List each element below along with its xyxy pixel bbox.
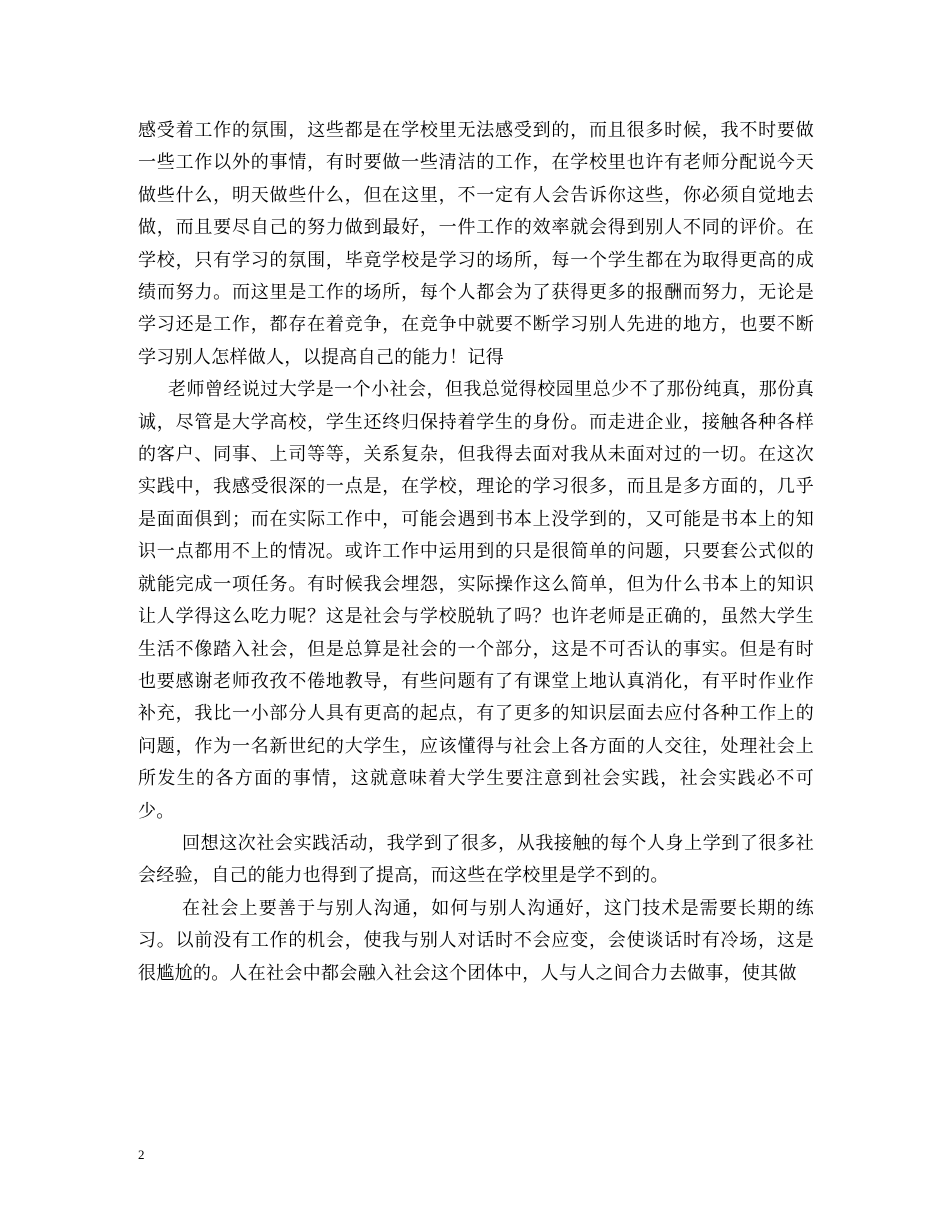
paragraph-4: 在社会上要善于与别人沟通，如何与别人沟通好，这门技术是需要长期的练习。以前没有工作的机会，使我与别人对话时不会应变，会使谈话时有冷场，这是很尴尬的。人在社会中都会融入社会这个团体中，人与人之间合力去做事，使其做 bbox=[138, 897, 814, 984]
paragraph-2: 老师曾经说过大学是一个小社会，但我总觉得校园里总少不了那份纯真，那份真诚，尽管是大学高校，学生还终归保持着学生的身份。而走进企业，接触各种各样的客户、同事、上司等等，关系复杂，但我得去面对我从未面对过的一切。在这次实践中，我感受很深的一点是，在学校，理论的学习很多，而且是多方面的，几乎是面面俱到；而在实际工作中，可能会遇到书本上没学到的，又可能是书本上的知识一点都用不上的情况。或许工作中运用到的只是很简单的问题，只要套公式似的就能完成一项任务。有时候我会埋怨，实际操作这么简单，但为什么书本上的知识让人学得这么吃力呢？这是社会与学校脱轨了吗？也许老师是正确的，虽然大学生生活不像踏入社会，但是总算是社会的一个部分，这是不可否认的事实。但是有时也要感谢老师孜孜不倦地教导，有些问题有了有课堂上地认真消化，有平时作业作补充，我比一小部分人具有更高的起点，有了更多的知识层面去应付各种工作上的问题，作为一名新世纪的大学生，应该懂得与社会上各方面的人交往，处理社会上所发生的各方面的事情，这就意味着大学生要注意到社会实践，社会实践必不可少。 bbox=[138, 379, 814, 822]
body-text bbox=[138, 115, 814, 990]
page-number: 2 bbox=[138, 1147, 145, 1162]
paragraph-1: 感受着工作的氛围，这些都是在学校里无法感受到的，而且很多时候，我不时要做一些工作以外的事情，有时要做一些清洁的工作，在学校里也许有老师分配说今天做些什么，明天做些什么，但在这里，不一定有人会告诉你这些，你必须自觉地去做，而且要尽自己的努力做到最好，一件工作的效率就会得到别人不同的评价。在学校，只有学习的氛围，毕竟学校是学习的场所，每一个学生都在为取得更高的成绩而努力。而这里是工作的场所，每个人都会为了获得更多的报酬而努力，无论是学习还是工作，都存在着竞争，在竞争中就要不断学习别人先进的地方，也要不断学习别人怎样做人，以提高自己的能力！记得 bbox=[138, 120, 814, 368]
paragraph-3: 回想这次社会实践活动，我学到了很多，从我接触的每个人身上学到了很多社会经验，自己的能力也得到了提高，而这些在学校里是学不到的。 bbox=[138, 832, 814, 887]
